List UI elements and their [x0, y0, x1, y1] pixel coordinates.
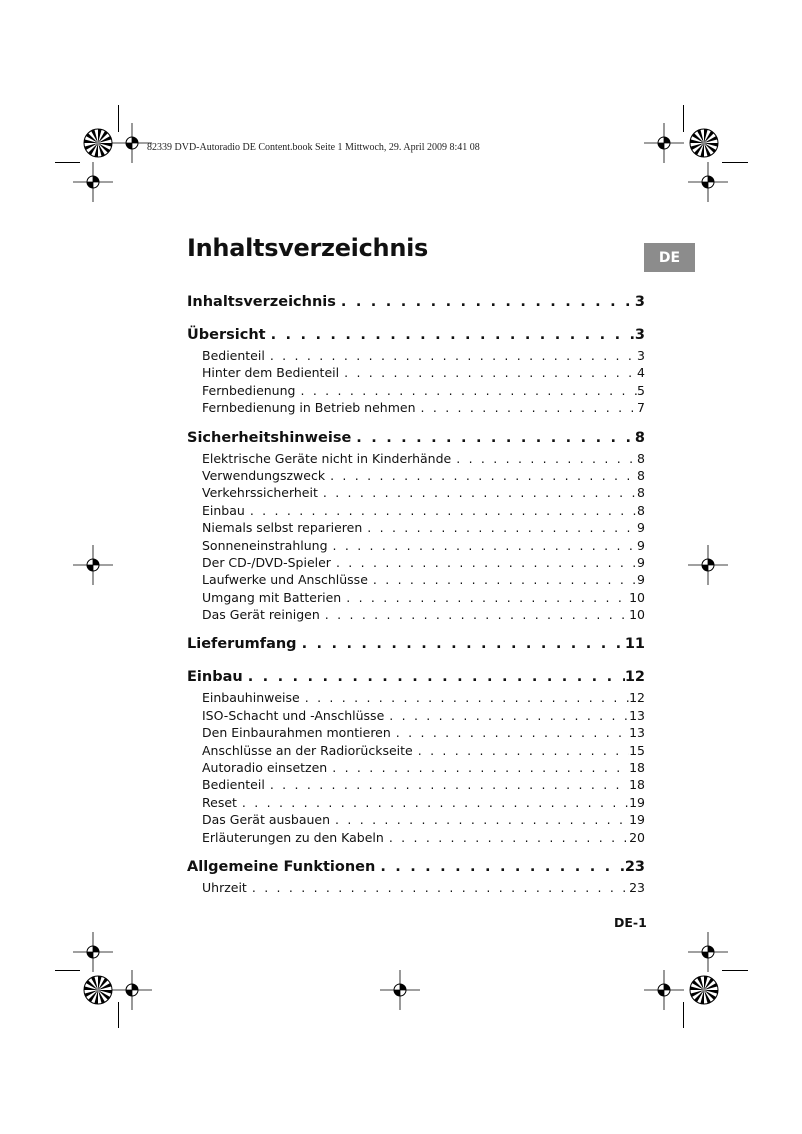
registration-target-icon [688, 545, 728, 585]
toc-main-entry[interactable] [187, 323, 645, 347]
toc-sub-entry[interactable] [187, 707, 645, 724]
toc-entry-page: 5 [637, 382, 645, 398]
toc-dot-leader [413, 742, 629, 759]
toc-entry-title: Der CD-/DVD-Spieler [202, 554, 331, 570]
toc-main-entry[interactable] [187, 855, 645, 879]
star-target-icon [689, 975, 719, 1005]
toc-sub-entry[interactable] [187, 776, 645, 793]
toc-sub-entry[interactable] [187, 689, 645, 706]
toc-entry-title: Verkehrssicherheit [202, 485, 318, 501]
toc-dot-leader [300, 689, 629, 706]
toc-entry-title: Niemals selbst reparieren [202, 520, 363, 536]
toc-entry-page: 18 [629, 777, 645, 793]
toc-entry-title: Fernbedienung [202, 382, 296, 398]
toc-sub-entry[interactable] [187, 484, 645, 501]
toc-sub-entry[interactable] [187, 589, 645, 606]
toc-entry-title: ISO-Schacht und -Anschlüsse [202, 707, 385, 723]
crop-mark-line [118, 1002, 119, 1028]
toc-entry-page: 11 [624, 636, 645, 653]
toc-entry-page: 9 [637, 537, 645, 553]
toc-dot-leader [368, 571, 637, 588]
toc-entry-title: Umgang mit Batterien [202, 589, 342, 605]
toc-entry-page: 7 [637, 400, 645, 416]
toc-entry-page: 9 [637, 554, 645, 570]
toc-entry-title: Einbauhinweise [202, 690, 300, 706]
toc-dot-leader [339, 364, 637, 381]
registration-target-icon [644, 970, 684, 1010]
toc-entry-title: Erläuterungen zu den Kabeln [202, 829, 384, 845]
toc-entry-page: 4 [637, 365, 645, 381]
toc-entry-page: 9 [637, 572, 645, 588]
toc-sub-entry[interactable] [187, 759, 645, 776]
toc-sub-entry[interactable] [187, 467, 645, 484]
star-target-icon [83, 975, 113, 1005]
toc-entry-title: Reset [202, 794, 237, 810]
toc-entry-title: Verwendungszweck [202, 467, 326, 483]
toc-entry-page: 3 [634, 294, 645, 310]
toc-entry-title: Uhrzeit [202, 879, 247, 895]
toc-dot-leader [416, 399, 638, 416]
toc-dot-leader [327, 759, 629, 776]
toc-entry-title: Übersicht [187, 327, 266, 343]
toc-entry-title: Das Gerät ausbauen [202, 812, 331, 828]
toc-main-entry[interactable] [187, 632, 645, 656]
toc-dot-leader [243, 665, 625, 689]
toc-dot-leader [265, 776, 629, 793]
toc-sub-entry[interactable] [187, 399, 645, 416]
toc-entry-page: 8 [637, 450, 645, 466]
toc-sub-entry[interactable] [187, 811, 645, 828]
crop-mark-line [722, 162, 748, 163]
toc-sub-entry[interactable] [187, 829, 645, 846]
toc-entry-page: 20 [629, 829, 645, 845]
toc-entry-title: Einbau [202, 502, 245, 518]
toc-entry-title: Bedienteil [202, 777, 265, 793]
registration-target-icon [688, 932, 728, 972]
toc-entry-page: 19 [629, 794, 645, 810]
toc-main-entry[interactable] [187, 426, 645, 450]
toc-dot-leader [247, 879, 629, 896]
toc-entry-page: 3 [634, 327, 645, 343]
toc-sub-entry[interactable] [187, 347, 645, 364]
toc-dot-leader [328, 537, 638, 554]
toc-dot-leader [330, 811, 629, 828]
registration-target-icon [73, 932, 113, 972]
toc-dot-leader [325, 467, 637, 484]
crop-mark-line [722, 970, 748, 971]
toc-entry-page: 8 [637, 467, 645, 483]
toc-dot-leader [266, 323, 635, 347]
toc-entry-title: Sonneneinstrahlung [202, 537, 328, 553]
star-target-icon [689, 128, 719, 158]
toc-main-entry[interactable] [187, 665, 645, 689]
toc-entry-page: 12 [624, 669, 645, 686]
toc-sub-entry[interactable] [187, 571, 645, 588]
toc-dot-leader [297, 632, 625, 656]
toc-dot-leader [391, 724, 629, 741]
toc-sub-entry[interactable] [187, 794, 645, 811]
crop-mark-line [683, 1002, 684, 1028]
toc-entry-page: 3 [637, 348, 645, 363]
toc-sub-entry[interactable] [187, 879, 645, 896]
toc-entry-title: Sicherheitshinweise [187, 429, 352, 446]
toc-entry-title: Einbau [187, 669, 243, 686]
registration-target-icon [73, 545, 113, 585]
print-header: 82339 DVD-Autoradio DE Content.book Seite 1 Mittwoch, 29. April 2009 8:41 08 [147, 142, 480, 153]
toc-entry-page: 23 [629, 879, 645, 895]
crop-mark-line [55, 970, 80, 971]
toc-dot-leader [336, 290, 635, 314]
toc-entry-page: 8 [637, 502, 645, 518]
toc-entry-title: Den Einbaurahmen montieren [202, 725, 391, 741]
toc-entry-page: 12 [629, 690, 645, 706]
toc-entry-title: Allgemeine Funktionen [187, 858, 376, 875]
toc-section [187, 855, 645, 896]
toc-main-entry[interactable] [187, 290, 645, 314]
toc-sub-entry[interactable] [187, 742, 645, 759]
language-tab: DE [644, 243, 695, 272]
toc-dot-leader [320, 606, 629, 623]
toc-sub-entry[interactable] [187, 724, 645, 741]
toc-dot-leader [384, 707, 629, 724]
toc-sub-entry[interactable] [187, 606, 645, 623]
toc-dot-leader [341, 589, 629, 606]
toc-sub-entry[interactable] [187, 382, 645, 399]
toc-entry-title: Anschlüsse an der Radiorückseite [202, 742, 413, 758]
toc-entry-page: 15 [629, 742, 645, 758]
toc-section [187, 290, 645, 314]
toc-section [187, 665, 645, 846]
toc-entry-page: 8 [637, 485, 645, 501]
toc-dot-leader [245, 502, 637, 519]
toc-dot-leader [295, 382, 637, 399]
page-title: Inhaltsverzeichnis [187, 234, 429, 262]
toc-sub-entry[interactable] [187, 502, 645, 519]
page-number: DE-1 [614, 915, 647, 930]
toc-entry-title: Autoradio einsetzen [202, 760, 328, 776]
toc-entry-page: 23 [624, 858, 645, 875]
toc-entry-page: 18 [629, 760, 645, 776]
toc-entry-page: 8 [634, 429, 645, 446]
toc-section [187, 632, 645, 656]
registration-target-icon [644, 123, 684, 163]
toc-section [187, 426, 645, 624]
toc-dot-leader [362, 519, 637, 536]
toc-sub-entry[interactable] [187, 450, 645, 467]
toc-entry-page: 13 [629, 707, 645, 723]
registration-target-icon [380, 970, 420, 1010]
crop-mark-line [55, 162, 80, 163]
toc-dot-leader [265, 347, 637, 364]
table-of-contents [187, 290, 645, 905]
toc-entry-page: 10 [629, 589, 645, 605]
toc-sub-entry[interactable] [187, 364, 645, 381]
toc-dot-leader [351, 426, 635, 450]
toc-entry-title: Das Gerät reinigen [202, 607, 320, 623]
toc-entry-title: Inhaltsverzeichnis [187, 294, 336, 310]
toc-entry-page: 9 [637, 520, 645, 536]
toc-entry-title: Laufwerke und Anschlüsse [202, 572, 368, 588]
toc-entry-page: 19 [629, 812, 645, 828]
crop-mark-line [118, 105, 119, 132]
registration-target-icon [688, 162, 728, 202]
toc-dot-leader [451, 450, 637, 467]
toc-entry-title: Elektrische Geräte nicht in Kinderhände [202, 450, 452, 466]
toc-dot-leader [384, 829, 629, 846]
toc-entry-page: 10 [629, 607, 645, 623]
toc-dot-leader [375, 855, 625, 879]
toc-entry-title: Bedienteil [202, 348, 265, 363]
toc-entry-title: Hinter dem Bedienteil [202, 365, 340, 381]
star-target-icon [83, 128, 113, 158]
toc-entry-page: 13 [629, 725, 645, 741]
toc-sub-entry[interactable] [187, 537, 645, 554]
registration-target-icon [73, 162, 113, 202]
toc-section [187, 323, 645, 417]
toc-dot-leader [237, 794, 629, 811]
toc-sub-entry[interactable] [187, 519, 645, 536]
toc-dot-leader [331, 554, 637, 571]
toc-sub-entry[interactable] [187, 554, 645, 571]
toc-entry-title: Lieferumfang [187, 636, 297, 653]
toc-entry-title: Fernbedienung in Betrieb nehmen [202, 400, 416, 416]
crop-mark-line [683, 105, 684, 132]
toc-dot-leader [318, 484, 637, 501]
